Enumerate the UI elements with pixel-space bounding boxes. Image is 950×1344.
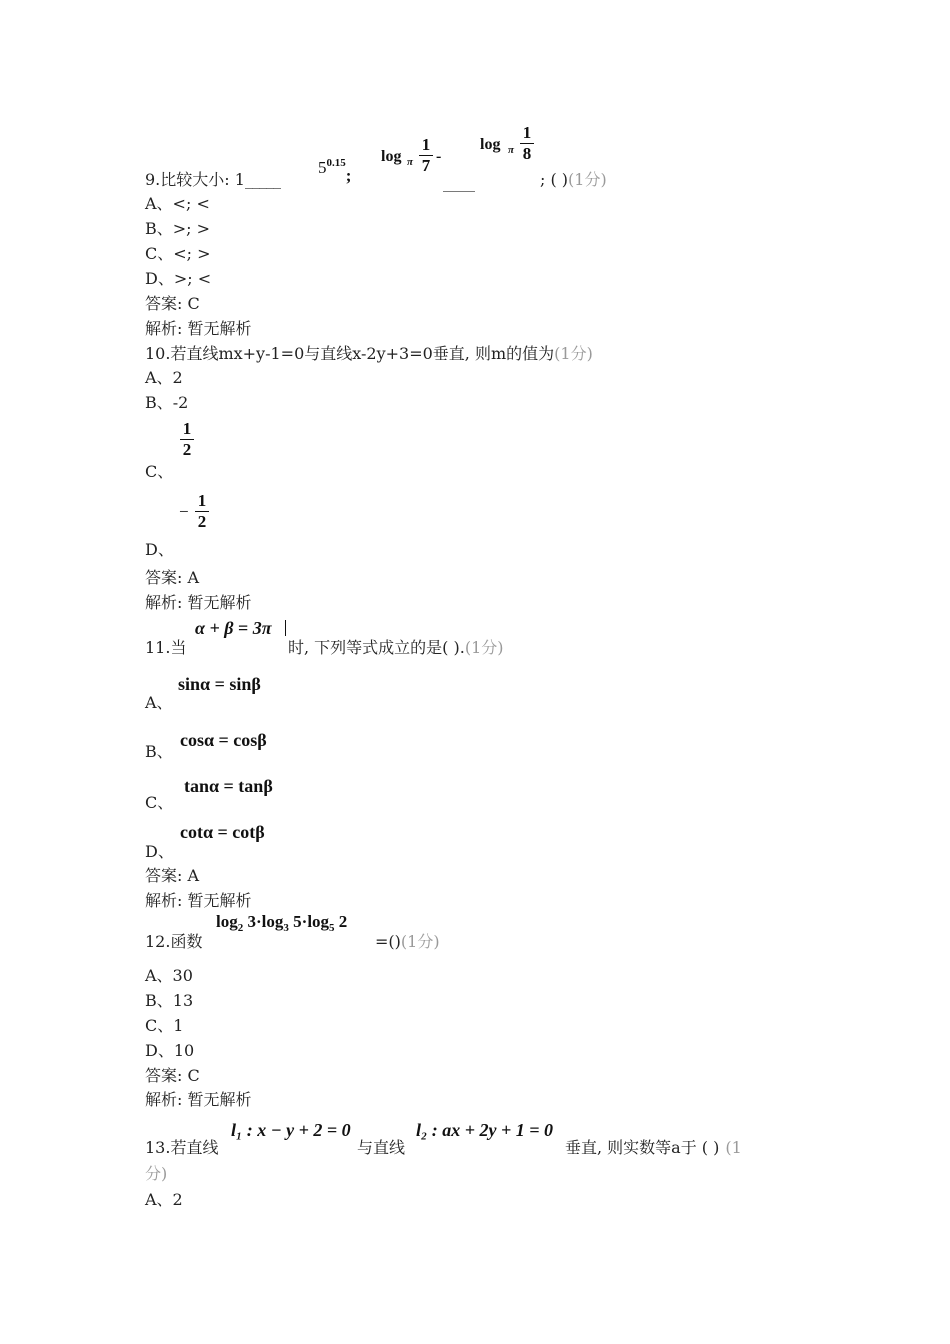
q10-d-den: 2	[197, 512, 207, 531]
q11-condition-cursor	[285, 620, 286, 636]
q13-l2-math: l₂ : ax + 2y + 1 = 0	[416, 1120, 554, 1140]
q9-log7-fn: log	[381, 148, 402, 165]
q12-log-c-fn: log	[307, 912, 330, 931]
q11-option-c: C、	[145, 793, 174, 812]
q12-prefix: 12.函数	[145, 932, 203, 951]
q9-log8-fn: log	[480, 136, 501, 153]
q9-semi1: ;	[345, 166, 352, 185]
q11-math-c: tanα = tanβ	[184, 776, 273, 796]
q11-prefix: 11.当	[145, 638, 187, 657]
q9-log8-num: 1	[522, 123, 532, 142]
q12-sep2: ·	[301, 912, 308, 931]
q13-score-line1: (1	[725, 1138, 742, 1157]
q12-sep1: ·	[255, 912, 262, 931]
q10-c-den: 2	[182, 440, 192, 459]
q11-math-a: sinα = sinβ	[178, 674, 261, 694]
q12-log-b-fn: log	[261, 912, 284, 931]
q13-stem-tail	[565, 1138, 742, 1158]
q13-option-a: A、2	[145, 1190, 183, 1209]
q9-stem	[145, 170, 280, 190]
q12-log-a-arg: 3	[247, 912, 256, 931]
q10-c-fraction	[180, 420, 194, 459]
q9-suffix: ; ( )	[540, 170, 569, 189]
q11-suffix: 时, 下列等式成立的是( ).	[288, 638, 465, 657]
q12-log-b-sub: 3	[283, 922, 289, 934]
q12-option-d: D、10	[145, 1041, 195, 1060]
q9-prefix: 9.比较大小: 1	[145, 170, 245, 189]
q11-score: (1分)	[464, 638, 504, 657]
q11-stem-tail	[288, 638, 504, 658]
q10-d-fraction	[195, 492, 209, 531]
q11-stem	[145, 638, 186, 658]
q9-analysis: 解析: 暂无解析	[145, 319, 252, 338]
q10-option-d: D、	[145, 540, 174, 559]
q12-suffix: =()	[375, 932, 401, 951]
q10-c-num: 1	[182, 419, 192, 438]
q9-score: (1分)	[568, 170, 607, 189]
q12-log-a-sub: 2	[237, 922, 244, 934]
q10-option-c: C、	[145, 462, 174, 481]
q9-answer: 答案: C	[145, 294, 200, 313]
q9-log7-den: 7	[421, 156, 431, 175]
q10-d-sign: −	[179, 502, 189, 521]
q12-answer: 答案: C	[145, 1066, 200, 1085]
q9-5pow	[318, 157, 352, 185]
q12-math	[216, 912, 347, 932]
q9-5pow-exp: 0.15	[326, 157, 346, 169]
q9-blank2: ____	[443, 173, 475, 192]
q10-analysis: 解析: 暂无解析	[145, 593, 252, 612]
q9-option-c: C、<; >	[145, 244, 211, 263]
q12-score: (1分)	[400, 932, 440, 951]
q11-math-d: cotα = cotβ	[180, 822, 265, 842]
q9-option-d: D、>; <	[145, 269, 212, 288]
q9-option-a: A、<; <	[145, 194, 210, 213]
q12-stem-tail	[375, 932, 440, 952]
q11-condition-math: α + β = 3π	[195, 618, 272, 638]
q11-analysis: 解析: 暂无解析	[145, 891, 252, 910]
q13-score-line2: 分)	[145, 1164, 168, 1183]
q9-log8-sub: π	[508, 144, 515, 156]
q9-5pow-base: 5	[318, 158, 327, 177]
q11-option-a: A、	[145, 693, 173, 712]
q9-blank1: _____	[244, 170, 280, 189]
q11-answer: 答案: A	[145, 866, 200, 885]
q12-option-c: C、1	[145, 1016, 184, 1035]
q12-log-c-arg: 2	[338, 912, 348, 931]
q9-dash: -	[436, 148, 442, 165]
q12-option-b: B、13	[145, 991, 194, 1010]
q13-suffix: 垂直, 则实数等a于 ( )	[565, 1138, 720, 1157]
q11-math-b: cosα = cosβ	[180, 730, 267, 750]
q13-prefix: 13.若直线	[145, 1138, 219, 1157]
q9-log7-sub: π	[407, 156, 414, 168]
q11-option-d: D、	[145, 842, 174, 861]
q12-analysis: 解析: 暂无解析	[145, 1090, 252, 1109]
q10-option-a: A、2	[145, 368, 183, 387]
q12-option-a: A、30	[145, 966, 193, 985]
q10-stem-text: 10.若直线mx+y-1=0与直线x-2y+3=0垂直, 则m的值为	[145, 344, 555, 363]
q10-option-b: B、-2	[145, 393, 189, 412]
q10-stem	[145, 344, 593, 364]
q10-d-num: 1	[197, 491, 207, 510]
q9-log8-den: 8	[522, 144, 532, 163]
q12-log-b-arg: 5	[293, 912, 302, 931]
q10-answer: 答案: A	[145, 568, 200, 587]
q9-option-b: B、>; >	[145, 219, 211, 238]
q10-score: (1分)	[554, 344, 593, 363]
q12-stem	[145, 932, 202, 952]
q12-log-a-fn: log	[216, 912, 238, 931]
q11-option-b: B、	[145, 742, 173, 761]
q9-log7-num: 1	[421, 135, 431, 154]
q12-log-c-sub: 5	[329, 922, 335, 934]
q13-l1-math: l₁ : x − y + 2 = 0	[231, 1120, 351, 1140]
q9-tail	[540, 170, 607, 190]
q13-middle: 与直线	[357, 1138, 406, 1157]
